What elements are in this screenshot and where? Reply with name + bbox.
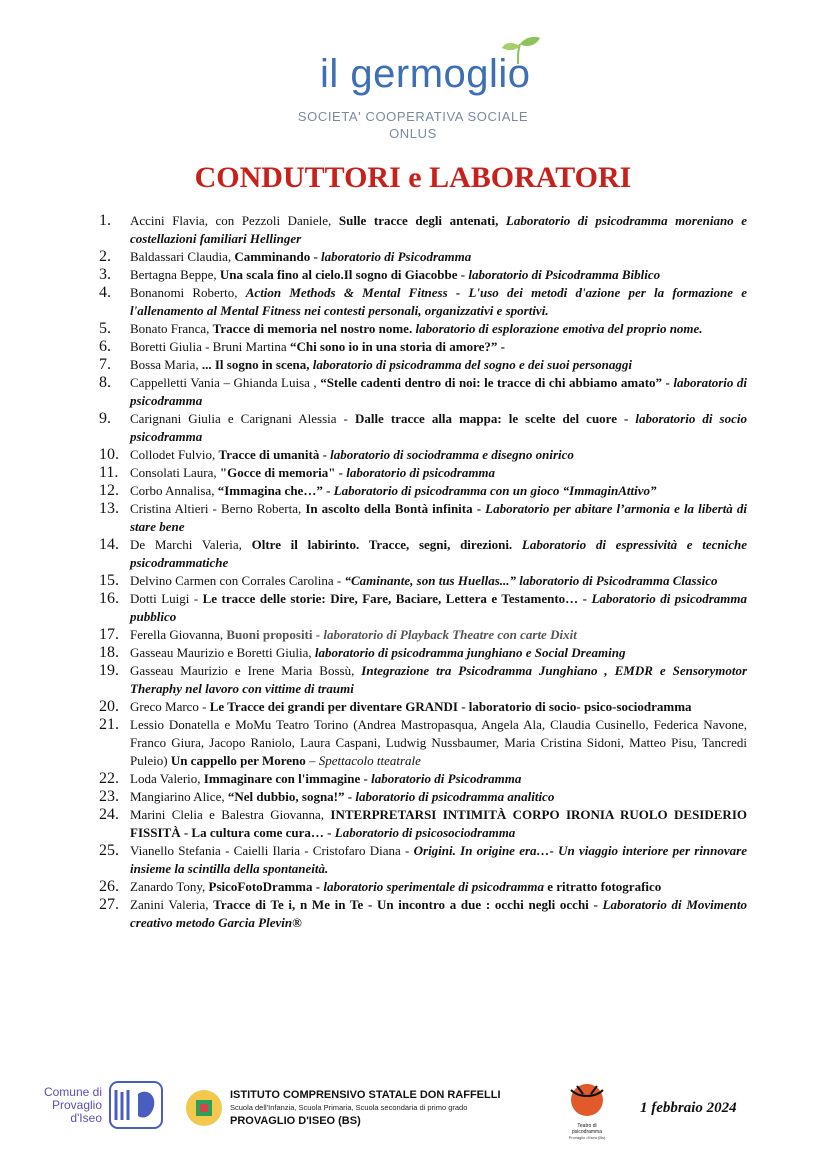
item-text-part: “Immagina che…” - bbox=[217, 483, 334, 498]
list-item bbox=[99, 482, 747, 500]
list-item bbox=[99, 212, 747, 248]
list-item bbox=[99, 590, 747, 626]
item-text-part: Collodet Fulvio, bbox=[130, 447, 219, 462]
list-item bbox=[99, 572, 747, 590]
list-item bbox=[99, 536, 747, 572]
header-subtitle bbox=[0, 108, 826, 142]
school-levels: Scuola dell'Infanzia, Scuola Primaria, Scuola secondaria di primo grado bbox=[230, 1103, 468, 1112]
page-title: CONDUTTORI e LABORATORI bbox=[194, 161, 632, 194]
item-text-part: Corbo Annalisa, bbox=[130, 483, 218, 498]
item-text-part: Una scala fino al cielo.Il sogno di Giacobbe - bbox=[219, 267, 469, 282]
item-text-part: Laboratorio di espressività e tecniche psicodrammatiche bbox=[130, 537, 747, 570]
item-text-part: Un cappello per Moreno bbox=[170, 753, 309, 768]
item-text-part: laboratorio di psicodramma analitico bbox=[355, 789, 555, 804]
school-place: PROVAGLIO D'ISEO (BS) bbox=[230, 1115, 361, 1127]
list-item bbox=[99, 248, 747, 266]
item-text-part: laboratorio sperimentale di psicodramma bbox=[323, 879, 548, 894]
item-text bbox=[130, 644, 747, 662]
item-text-part: Delvino Carmen con Corrales Carolina - bbox=[130, 573, 345, 588]
item-text-part: Laboratorio di Movimento creativo metodo Garcia Plevin® bbox=[130, 897, 748, 930]
item-number: 25. bbox=[99, 842, 119, 859]
item-text bbox=[130, 374, 747, 410]
item-text-part: e ritratto fotografico bbox=[547, 879, 662, 894]
item-text-part: Laboratorio di psicodramma con un gioco “ImmaginAttivo” bbox=[333, 483, 657, 498]
item-text-part: Integrazione tra Psicodramma Junghiano , EMDR e Sensorymotor Theraphy nel lavoro con vittime di traumi bbox=[130, 663, 748, 696]
list-item bbox=[99, 716, 747, 770]
item-text bbox=[130, 590, 747, 626]
item-number: 21. bbox=[99, 716, 119, 733]
item-text-part: Le Tracce dei grandi per diventare GRANDI - laboratorio di socio- psico-sociodramma bbox=[209, 699, 692, 714]
comune-crest-icon bbox=[108, 1080, 164, 1130]
list-item bbox=[99, 806, 747, 842]
item-number: 26. bbox=[99, 878, 119, 895]
list-item bbox=[99, 374, 747, 410]
item-number: 14. bbox=[99, 536, 119, 553]
item-text bbox=[130, 446, 747, 464]
item-text-part: Gasseau Maurizio e Boretti Giulia, bbox=[130, 645, 315, 660]
item-text-part: laboratorio di socio psicodramma bbox=[130, 411, 747, 444]
item-text-part: Camminando - bbox=[234, 249, 322, 264]
list-item bbox=[99, 842, 747, 878]
comune-line-2: Provaglio bbox=[51, 1098, 102, 1112]
item-text-part: Laboratorio di psicodramma pubblico bbox=[130, 591, 748, 624]
item-text-part: Dalle tracce alla mappa: le scelte del cuore - bbox=[354, 411, 636, 426]
item-number: 1. bbox=[99, 212, 111, 229]
item-text-part: Mangiarino Alice, bbox=[130, 789, 228, 804]
item-number: 10. bbox=[99, 446, 119, 463]
list-item bbox=[99, 356, 747, 374]
list-item bbox=[99, 896, 747, 932]
item-text-part: Zanini Valeria, bbox=[130, 897, 214, 912]
item-text bbox=[130, 896, 747, 932]
header bbox=[0, 36, 826, 98]
item-text-part: Spettacolo tteatrale bbox=[318, 753, 421, 768]
list-item bbox=[99, 662, 747, 698]
item-number: 17. bbox=[99, 626, 119, 643]
item-text bbox=[130, 806, 747, 842]
item-number: 24. bbox=[99, 806, 119, 823]
item-number: 27. bbox=[99, 896, 119, 913]
item-text-part: Laboratorio di psicosociodramma bbox=[334, 825, 516, 840]
item-text-part: Ferella Giovanna, bbox=[130, 627, 227, 642]
item-text-part: – bbox=[309, 753, 319, 768]
item-number: 9. bbox=[99, 410, 111, 427]
item-number: 18. bbox=[99, 644, 119, 661]
item-text-part: Origini. In origine era…- Un viaggio interiore per rinnovare insieme la scintilla della spontaneità. bbox=[130, 843, 747, 876]
item-text bbox=[130, 716, 747, 770]
item-text bbox=[130, 464, 747, 482]
subtitle-line-1: SOCIETA' COOPERATIVA SOCIALE bbox=[297, 109, 529, 124]
item-text-part: “Caminante, son tus Huellas...” laboratorio di Psicodramma Classico bbox=[344, 573, 718, 588]
school-info bbox=[230, 1088, 501, 1128]
item-text-part: laboratorio di psicodramma del sogno e dei suoi personaggi bbox=[312, 357, 632, 372]
item-number: 4. bbox=[99, 284, 111, 301]
item-text-part: Loda Valerio, bbox=[130, 771, 204, 786]
item-number: 16. bbox=[99, 590, 119, 607]
comune-line-3: d'Iseo bbox=[70, 1111, 102, 1125]
item-text-part: laboratorio di Psicodramma bbox=[321, 249, 472, 264]
item-text bbox=[130, 284, 747, 320]
list-item bbox=[99, 410, 747, 446]
item-text-part: laboratorio di Psicodramma Biblico bbox=[468, 267, 661, 282]
item-text bbox=[130, 536, 747, 572]
item-text bbox=[130, 662, 747, 698]
item-text bbox=[130, 770, 747, 788]
item-number: 2. bbox=[99, 248, 111, 265]
item-text-part: "Gocce di memoria" - bbox=[219, 465, 347, 480]
item-text bbox=[130, 788, 747, 806]
workshop-list bbox=[99, 212, 747, 932]
item-number: 5. bbox=[99, 320, 111, 337]
item-text-part: Bossa Maria, bbox=[130, 357, 202, 372]
item-text-part: Bertagna Beppe, bbox=[130, 267, 220, 282]
item-text bbox=[130, 212, 747, 248]
brand-name: il germoglio bbox=[320, 52, 531, 96]
item-text-part: Greco Marco - bbox=[130, 699, 210, 714]
item-text bbox=[130, 248, 747, 266]
item-text bbox=[130, 266, 747, 284]
item-text-part: Baldassari Claudia, bbox=[130, 249, 235, 264]
item-text-part: Laboratorio per abitare l’armonia e la libertà di stare bene bbox=[130, 501, 747, 534]
item-text-part: Marini Clelia e Balestra Giovanna, bbox=[130, 807, 331, 822]
item-text-part: laboratorio di psicodramma bbox=[130, 375, 747, 408]
item-text-part: In ascolto della Bontà infinita - bbox=[305, 501, 486, 516]
teatro-logo bbox=[562, 1080, 612, 1138]
subtitle-line-2: ONLUS bbox=[389, 126, 437, 141]
item-text-part: Action Methods & Mental Fitness - L'uso dei metodi d'azione per la formazione e l'allenamento al Mental Fitness nei contesti personali, organizzativi e sportivi. bbox=[130, 285, 748, 318]
teatro-mask-icon bbox=[567, 1080, 607, 1118]
list-item bbox=[99, 500, 747, 536]
sprout-icon bbox=[500, 36, 550, 66]
item-text-part: Consolati Laura, bbox=[130, 465, 220, 480]
item-text bbox=[130, 500, 747, 536]
item-text-part: “Chi sono io in una storia di amore?” - bbox=[289, 339, 505, 354]
list-item bbox=[99, 770, 747, 788]
list-item bbox=[99, 320, 747, 338]
school-logo-icon bbox=[184, 1088, 224, 1128]
item-number: 23. bbox=[99, 788, 119, 805]
list-item bbox=[99, 266, 747, 284]
document-date: 1 febbraio 2024 bbox=[640, 1100, 737, 1116]
list-item bbox=[99, 788, 747, 806]
list-item bbox=[99, 644, 747, 662]
item-text-part: Bonanomi Roberto, bbox=[130, 285, 246, 300]
list-item bbox=[99, 626, 747, 644]
list-item bbox=[99, 878, 747, 896]
item-text-part: Carignani Giulia e Carignani Alessia - bbox=[130, 411, 355, 426]
item-text-part: Le tracce delle storie: Dire, Fare, Baciare, Lettera e Testamento… - bbox=[202, 591, 592, 606]
item-text-part: INTERPRETARSI INTIMITÀ CORPO IRONIA RUOLO DESIDERIO FISSITÀ - La cultura come cura… - bbox=[130, 807, 747, 840]
item-text-part: De Marchi Valeria, bbox=[130, 537, 252, 552]
item-number: 13. bbox=[99, 500, 119, 517]
item-text bbox=[130, 572, 747, 590]
item-text-part: Boretti Giulia - Bruni Martina bbox=[130, 339, 290, 354]
item-number: 6. bbox=[99, 338, 111, 355]
item-number: 20. bbox=[99, 698, 119, 715]
item-text-part: Vianello Stefania - Caielli Ilaria - Cristofaro Diana - bbox=[130, 843, 414, 858]
item-number: 12. bbox=[99, 482, 119, 499]
item-number: 19. bbox=[99, 662, 119, 679]
list-item bbox=[99, 464, 747, 482]
item-text-part: Laboratorio di psicodramma moreniano e costellazioni familiari Hellinger bbox=[130, 213, 748, 246]
item-text bbox=[130, 878, 747, 896]
list-item bbox=[99, 446, 747, 464]
item-text-part: Dotti Luigi - bbox=[130, 591, 203, 606]
item-text-part: Oltre il labirinto. Tracce, segni, direzioni. bbox=[251, 537, 522, 552]
list-item bbox=[99, 698, 747, 716]
item-text-part: laboratorio di Playback Theatre con carte Dixit bbox=[323, 627, 577, 642]
list-item bbox=[99, 338, 747, 356]
item-text-part: laboratorio di psicodramma junghiano e Social Dreaming bbox=[314, 645, 626, 660]
item-text-part: Tracce di Te i, n Me in Te - Un incontro a due : occhi negli occhi - bbox=[213, 897, 603, 912]
item-text-part: Tracce di memoria nel nostro nome. bbox=[212, 321, 416, 336]
item-text-part: “Stelle cadenti dentro di noi: le tracce di chi abbiamo amato” - bbox=[320, 375, 674, 390]
item-text-part: Zanardo Tony, bbox=[130, 879, 209, 894]
teatro-place: Provaglio d'Iseo (Bs) bbox=[568, 1135, 606, 1140]
list-item bbox=[99, 284, 747, 320]
footer bbox=[0, 1080, 826, 1140]
item-text bbox=[130, 626, 747, 644]
item-number: 7. bbox=[99, 356, 111, 373]
item-text-part: Gasseau Maurizio e Irene Maria Bossù, bbox=[130, 663, 362, 678]
item-text-part: ... Il sogno in scena, bbox=[201, 357, 313, 372]
item-text-part: laboratorio di esplorazione emotiva del proprio nome. bbox=[415, 321, 703, 336]
item-text bbox=[130, 842, 747, 878]
item-text-part: laboratorio di psicodramma bbox=[346, 465, 496, 480]
item-text-part: “Nel dubbio, sogna!” - bbox=[227, 789, 356, 804]
comune-logo bbox=[40, 1086, 102, 1125]
item-text-part: laboratorio di sociodramma e disegno onirico bbox=[330, 447, 574, 462]
item-text-part: Lessio Donatella e MoMu Teatro Torino (Andrea Mastropasqua, Angela Ala, Claudia Cusinello, Federica Navone, Franco Giura, Jacopo Raniolo, Laura Caspani, Ludwig Nussbaumer, Maria Cristina Sidoni, Matteo Pisu, Tancredi Puleio) bbox=[130, 717, 747, 768]
item-text-part: laboratorio di Psicodramma bbox=[371, 771, 522, 786]
item-text-part: PsicoFotoDramma - bbox=[208, 879, 324, 894]
item-text bbox=[130, 356, 747, 374]
comune-line-1: Comune di bbox=[43, 1085, 102, 1099]
item-text-part: Buoni propositi - bbox=[226, 627, 324, 642]
item-text bbox=[130, 320, 747, 338]
item-number: 3. bbox=[99, 266, 111, 283]
logo bbox=[0, 36, 826, 98]
item-number: 8. bbox=[99, 374, 111, 391]
item-number: 22. bbox=[99, 770, 119, 787]
item-text-part: Sulle tracce degli antenati, bbox=[338, 213, 506, 228]
item-text-part: Cappelletti Vania – Ghianda Luisa , bbox=[130, 375, 321, 390]
item-text-part: Bonato Franca, bbox=[130, 321, 213, 336]
item-text-part: Accini Flavia, con Pezzoli Daniele, bbox=[130, 213, 339, 228]
item-text-part: Tracce di umanità - bbox=[218, 447, 331, 462]
item-text-part: Immaginare con l'immagine - bbox=[203, 771, 372, 786]
item-text bbox=[130, 698, 747, 716]
item-number: 11. bbox=[99, 464, 119, 481]
item-text bbox=[130, 410, 747, 446]
item-text bbox=[130, 482, 747, 500]
school-name: ISTITUTO COMPRENSIVO STATALE DON RAFFELLI bbox=[230, 1089, 501, 1101]
item-text-part: Cristina Altieri - Berno Roberta, bbox=[130, 501, 306, 516]
item-text bbox=[130, 338, 747, 356]
item-number: 15. bbox=[99, 572, 119, 589]
teatro-name: Teatro di psicodramma bbox=[571, 1123, 602, 1135]
